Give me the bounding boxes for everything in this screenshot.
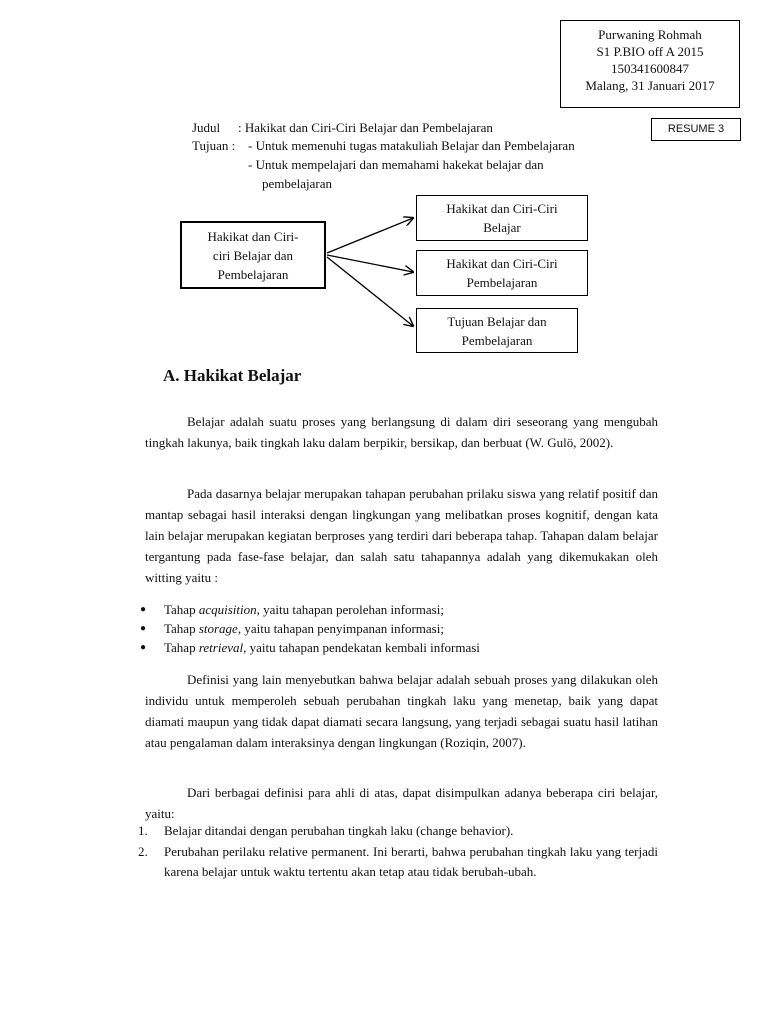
diagram-main-line: Pembelajaran bbox=[217, 266, 289, 282]
list-item bbox=[138, 842, 658, 882]
author-name: Purwaning Rohmah bbox=[598, 27, 702, 42]
list-item: ● Tahap acquisition, yaitu tahapan perolehan informasi; bbox=[140, 602, 444, 617]
paragraph: Dari berbagai definisi para ahli di atas, dapat disimpulkan adanya beberapa ciri belajar, yaitu: bbox=[145, 785, 658, 821]
diagram-branch-line: Pembelajaran bbox=[466, 275, 538, 290]
diagram-main-line: Hakikat dan Ciri- bbox=[207, 228, 299, 244]
diagram-arrow bbox=[327, 255, 413, 272]
tujuan-label: Tujuan : bbox=[192, 138, 236, 153]
resume-label: RESUME 3 bbox=[651, 118, 741, 141]
list-item bbox=[138, 821, 658, 841]
diagram-arrow bbox=[327, 218, 413, 253]
diagram-arrows bbox=[0, 0, 768, 400]
diagram-main-line: ciri Belajar dan bbox=[212, 247, 294, 263]
author-nim: 150341600847 bbox=[611, 61, 689, 76]
list-text: Perubahan perilaku relative permanent. Ini berarti, bahwa perubahan tingkah laku yang terjadi karena belajar untuk waktu tertentu akan tetap atau tidak berubah-ubah. bbox=[164, 844, 658, 879]
paragraph: Definisi yang lain menyebutkan bahwa belajar adalah sebuah proses yang dilakukan oleh individu untuk memperoleh sebuah perubahan tingkah laku yang menetap, baik yang dapat diamati maupun yang tidak dapat diamati secara langsung, yang terjadi sebagai suatu hasil latihan atau pengalaman dalam interaksinya dengan lingkungan (Roziqin, 2007). bbox=[145, 672, 658, 750]
diagram-branch-line: Belajar bbox=[483, 220, 521, 235]
tujuan-continuation: pembelajaran bbox=[262, 176, 333, 191]
list-item: ● Tahap retrieval, yaitu tahapan pendekatan kembali informasi bbox=[140, 640, 480, 655]
list-item: ● Tahap storage, yaitu tahapan penyimpanan informasi; bbox=[140, 621, 444, 636]
numbered-list bbox=[138, 821, 658, 882]
tujuan-item: - Untuk mempelajari dan memahami hakekat belajar dan bbox=[248, 157, 544, 172]
section-title: A. Hakikat Belajar bbox=[163, 366, 302, 385]
list-number: 2. bbox=[138, 844, 148, 859]
diagram-branch-line: Tujuan Belajar dan bbox=[447, 313, 547, 329]
list-number: 1. bbox=[138, 823, 148, 838]
diagram-branch-line: Pembelajaran bbox=[461, 332, 533, 348]
list-text: Belajar ditandai dengan perubahan tingkah laku (change behavior). bbox=[164, 823, 514, 838]
diagram-arrow bbox=[327, 257, 413, 326]
bullet-icon: ● bbox=[140, 623, 147, 634]
tujuan-item: - Untuk memenuhi tugas matakuliah Belajar dan Pembelajaran bbox=[248, 138, 575, 153]
bullet-icon: ● bbox=[140, 642, 147, 653]
author-program: S1 P.BIO off A 2015 bbox=[596, 44, 704, 59]
diagram-branch-line: Hakikat dan Ciri-Ciri bbox=[446, 256, 558, 271]
judul-text: : Hakikat dan Ciri-Ciri Belajar dan Pembelajaran bbox=[238, 120, 493, 135]
paragraph: Belajar adalah suatu proses yang berlangsung di dalam diri seseorang yang mengubah tingkah lakunya, baik tingkah laku dalam berpikir, bersikap, dan berbuat (W. Gulö, 2002). bbox=[145, 414, 658, 450]
author-place-date: Malang, 31 Januari 2017 bbox=[585, 78, 715, 93]
bullet-icon: ● bbox=[140, 604, 147, 615]
diagram-branch-line: Hakikat dan Ciri-Ciri bbox=[446, 201, 558, 216]
judul-label: Judul bbox=[192, 120, 221, 135]
paragraph: Pada dasarnya belajar merupakan tahapan perubahan prilaku siswa yang relatif positif dan mantap sebagai hasil interaksi dengan lingkungan yang melibatkan proses kognitif, dengan kata lain belajar merupakan kegiatan berproses yang terdiri dari beberapa tahap. Tahapan dalam belajar tergantung pada fase-fase belajar, dan salah satu tahapannya adalah yang dikemukakan oleh witting yaitu : bbox=[145, 486, 658, 585]
bullet-list bbox=[138, 600, 658, 657]
